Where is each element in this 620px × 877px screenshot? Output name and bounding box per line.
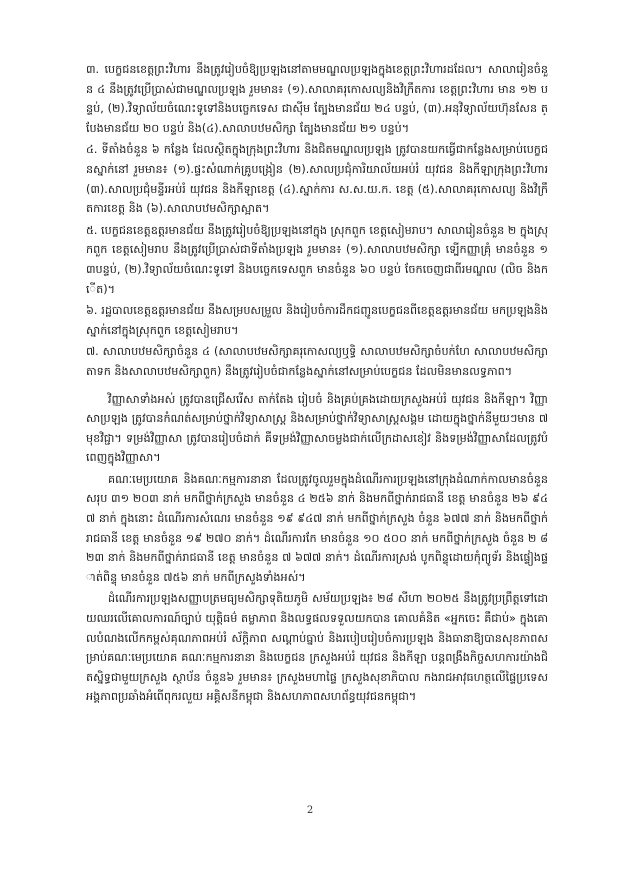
paragraph-item-3: ៣. បេក្ខជនខេត្តព្រះវិហារ នឹងត្រូវរៀបចំឱ្យប្រឡងនៅតាមមណ្ឌលប្រឡងក្នុងខេត្តព្រះវិហារដដែល។ សាលារៀនចំនួន ៤ នឹងត្រូវប្រើប្រាស់ជាមណ្ឌលប្រឡង រួមមាន៖ (១).សាលាគរុកោសល្យនិងវិក្រឹតការ ខេត្តព្រះវិហារ មាន ១២ បន្ទប់, (២).វិទ្យាល័យចំណេះទូទៅនិងបច្ចេកទេស ជាស៊ីម ត្បែងមានជ័យ ២៤ បន្ទប់, (៣).អនុវិទ្យាល័យហ៊ុនសែន ត្បែងមានជ័យ ២០ បន្ទប់ និង(៤).សាលាបឋមសិក្សា ត្បែងមានជ័យ ២១ បន្ទប់។ (86, 63, 548, 135)
page-number: 2 (306, 805, 314, 816)
paragraph-item-4: ៤. ទីតាំងចំនួន ៦ កន្លែង ដែលស្ថិតក្នុងក្រុងព្រះវិហារ និងជិតមណ្ឌលប្រឡង ត្រូវបានយកធ្វើជាកន្លែងសម្រាប់បេក្ខជនស្នាក់នៅ រួមមាន៖ (១).ផ្ទះសំណាក់គ្រូបង្រៀន (២).សាលប្រជុំការិយាល័យអប់រំ យុវជន និងកីឡាក្រុងព្រះវិហារ (៣).សាលប្រជុំមន្ទីរអប់រំ យុវជន និងកីឡាខេត្ត (៤).ស្នាក់ការ ស.ស.យ.ក. ខេត្ត (៥).សាលាគរុកោសល្យ និងវិក្រឹតការខេត្ត និង (៦).សាលាបឋមសិក្សាស្អាត។ (86, 143, 548, 216)
paragraph-exam-principles: ដំណើរការប្រឡងសញ្ញាបត្រមធ្យមសិក្សាទុតិយភូមិ សម័យប្រឡង៖ ២៨ សីហា ២០២៥ នឹងត្រូវប្រព្រឹត្តទៅដោយឈរលើគោលការណ៍ច្បាប់ យុត្តិធម៌ តម្លាភាព និងលទ្ធផលទទួលយកបាន គោលគំនិត «អ្នកចេះ គឺជាប់» ក្នុងគោលបំណងលើកកម្ពស់គុណភាពអប់រំ ស័ក្តិភាព សណ្តាប់ធ្នាប់ និងរបៀបរៀបចំការប្រឡង និងធានាឱ្យបានសុខភាពសម្រាប់គណៈមេប្រយោគ គណៈកម្មការនានា និងបេក្ខជន ក្រសួងអប់រំ យុវជន និងកីឡា បន្តពង្រឹងកិច្ចសហការយ៉ាងជិតស្និទ្ធជាមួយក្រសួង ស្ថាប័ន ចំនួន៦ រួមមាន៖ ក្រសួងមហាផ្ទៃ ក្រសួងសុខាភិបាល កងរាជអាវុធហត្ថលើផ្ទៃប្រទេស អង្គភាពប្រឆាំងអំពើពុករលួយ អគ្គិសនីកម្ពុជា និងសហភាពសហព័ន្ធយុវជនកម្ពុជា។ (86, 592, 548, 704)
paragraph-item-7: ៧. សាលាបឋមសិក្សាចំនួន ៤ (សាលាបឋមសិក្សាគរុកោសល្យឬទ្ធិ សាលាបឋមសិក្សាចំបក់ហែ សាលាបឋមសិក្សាតាទក និងសាលាបឋមសិក្សាពួក) នឹងត្រូវរៀបចំជាកន្លែងស្នាក់នៅសម្រាប់បេក្ខជន ដែលមិនមានលទ្ធភាព។ (86, 345, 548, 378)
paragraph-item-5: ៥. បេក្ខជនខេត្តឧត្តរមានជ័យ នឹងត្រូវរៀបចំឱ្យប្រឡងនៅក្នុង ស្រុកពួក ខេត្តសៀមរាប។ សាលារៀនចំនួន ២ ក្នុងស្រុកពួក ខេត្តសៀមរាប នឹងត្រូវប្រើប្រាស់ជាទីតាំងប្រឡង រួមមាន៖ (១).សាលាបឋមសិក្សា ទ្បើកញ្ញាគ្រុំ មានចំនួន ១៣បន្ទប់, (២).វិទ្យាល័យចំណេះទូទៅ និងបច្ចេកទេសពួក មានចំនួន ៦០ បន្ទប់ ចែកចេញជាពីរមណ្ឌល (លិច និងកើត)។ (86, 223, 548, 296)
document-body (86, 60, 548, 709)
paragraph-exam-papers: វិញ្ញាសាទាំងអស់ ត្រូវបានជ្រើសរើស តាក់តែង រៀបចំ និងគ្រប់គ្រងដោយក្រសួងអប់រំ យុវជន និងកីឡា។ វិញ្ញាសាប្រឡង ត្រូវបានកំណត់សម្រាប់ថ្នាក់វិទ្យាសាស្ត្រ និងសម្រាប់ថ្នាក់វិទ្យាសាស្ត្រសង្គម ដោយក្នុងថ្នាក់នីមួយៗមាន ៧ មុខវិជ្ជា។ ទម្រង់វិញ្ញាសា ត្រូវបានរៀបចំដាក់ គឺទម្រង់វិញ្ញាសាចម្លងជាក់លើក្រដាសខៀវ និងទម្រង់វិញ្ញាសាដែលត្រូវបំពេញក្នុងវិញ្ញាសា។ (86, 392, 548, 465)
paragraph-committee-counts: គណៈមេប្រយោគ និងគណៈកម្មការនានា ដែលត្រូវចូលរួមក្នុងដំណើរការប្រឡងនៅក្រុងដំណាក់កាលមានចំនួនសរុប ៣១ ២០៣ នាក់ មកពីថ្នាក់ក្រសួង មានចំនួន ៤ ២៥៦ នាក់ និងមកពីថ្នាក់រាជធានី ខេត្ត មានចំនួន ២៦ ៩៤៧ នាក់ ក្នុងនោះ ដំណើរការសំណេរ មានចំនួន ១៩ ៩៤៧ នាក់ មកពីថ្នាក់ក្រសួង ចំនួន ៦៧៧ នាក់ និងមកពីថ្នាក់រាជធានី ខេត្ត មានចំនួន ១៩ ២៧០ នាក់។ ដំណើរការកែ មានចំនួន ១០ ៥០០ នាក់ មកពីថ្នាក់ក្រសួង ចំនួន ២ ៨២៣ នាក់ និងមកពីថ្នាក់រាជធានី ខេត្ត មានចំនួន ៧ ៦៧៧ នាក់។ ដំណើរការស្រង់ បូកពិន្ទុដោយកុំព្យូទ័រ និងផ្ទៀងផ្ទាត់ពិន្ទុ មានចំនួន ៧៥៦ នាក់ មកពីក្រសួងទាំងអស់។ (86, 472, 548, 584)
paragraph-item-6: ៦. រដ្ឋបាលខេត្តឧត្តរមានជ័យ នឹងសម្របសម្រួល និងរៀបចំការដឹកជញ្ជូនបេក្ខជនពីខេត្តឧត្តរមានជ័យ មកប្រឡងនិងស្នាក់នៅក្នុងស្រុកពួក ខេត្តសៀមរាប។ (86, 304, 548, 337)
